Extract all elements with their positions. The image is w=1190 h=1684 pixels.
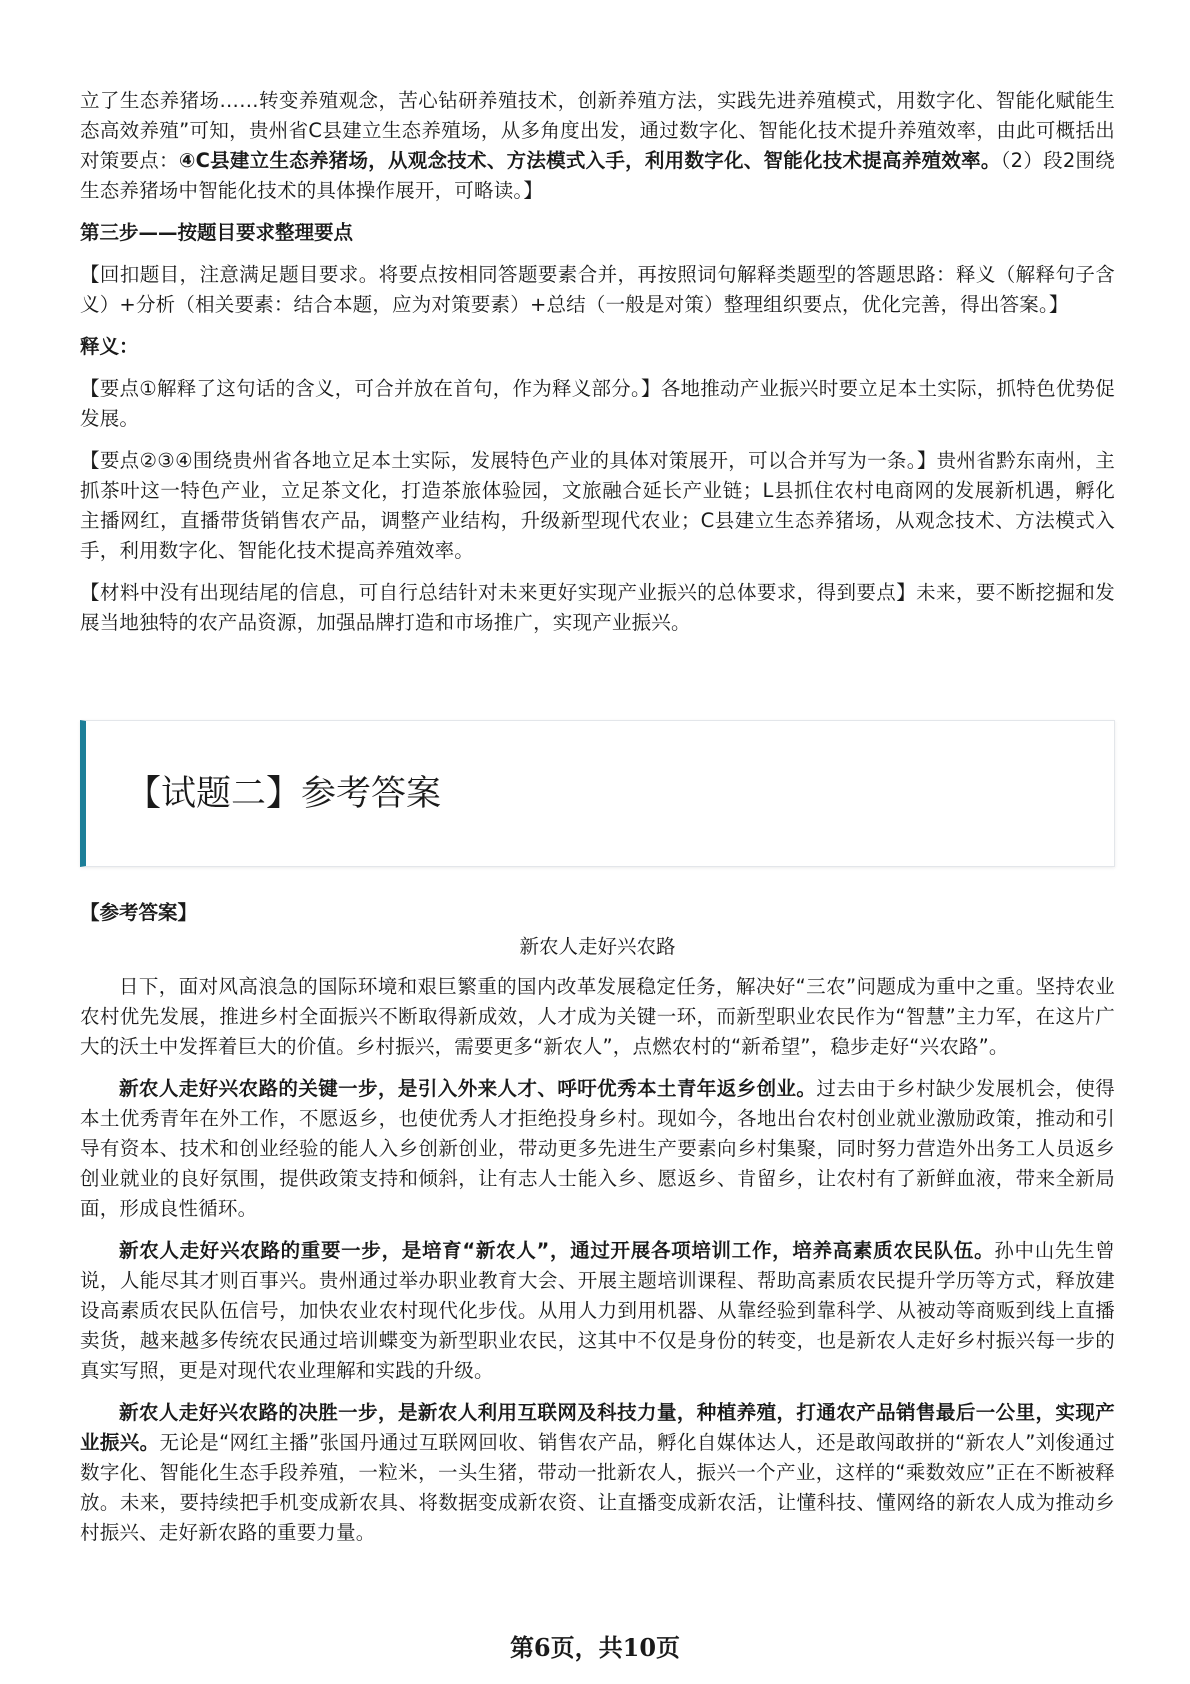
paragraph-points-2-3-4: 【要点②③④围绕贵州省各地立足本土实际，发展特色产业的具体对策展开，可以合并写为一条。】贵州省黔东南州，主抓茶叶这一特色产业，立足茶文化，打造茶旅体验园，文旅融合延长产业链；L县抓住农村电商网的发展新机遇，孵化主播网红，直播带货销售农产品，调整产业结构，升级新型现代农业；C县建立生态养猪场，从观念技术、方法模式入手，利用数字化、智能化技术提高养殖效率。	[80, 449, 1115, 562]
section-title-box	[80, 720, 1115, 867]
explanation-heading: 释义：	[80, 335, 139, 358]
essay-paragraph-key-step: 新农人走好兴农路的关键一步，是引入外来人才、呼吁优秀本土青年返乡创业。过去由于乡村缺少发展机会，使得本土优秀青年在外工作，不愿返乡，也使优秀人才拒绝投身乡村。现如今，各地出台农村创业就业激励政策，推动和引导有资本、技术和创业经验的能人入乡创新创业，带动更多先进生产要素向乡村集聚，同时努力营造外出务工人员返乡创业就业的良好氛围，提供政策支持和倾斜，让有志人士能入乡、愿返乡、肯留乡，让农村有了新鲜血液，带来全新局面，形成良性循环。	[80, 1077, 1115, 1220]
paragraph-summary: 【材料中没有出现结尾的信息，可自行总结针对未来更好实现产业振兴的总体要求，得到要点】未来，要不断挖掘和发展当地独特的农产品资源，加强品牌打造和市场推广，实现产业振兴。	[80, 581, 1115, 634]
answer-label: 【参考答案】	[80, 901, 198, 924]
essay-paragraph-intro: 日下，面对风高浪急的国际环境和艰巨繁重的国内改革发展稳定任务，解决好“三农”问题成为重中之重。坚持农业农村优先发展，推进乡村全面振兴不断取得新成效，人才成为关键一环，而新型职业农民作为“智慧”主力军，在这片广大的沃土中发挥着巨大的价值。乡村振兴，需要更多“新农人”，点燃农村的“新希望”，稳步走好“兴农路”。	[80, 975, 1115, 1058]
step-three-heading: 第三步——按题目要求整理要点	[80, 221, 354, 244]
essay-paragraph-important-step: 新农人走好兴农路的重要一步，是培育“新农人”，通过开展各项培训工作，培养高素质农民队伍。孙中山先生曾说，人能尽其才则百事兴。贵州通过举办职业教育大会、开展主题培训课程、帮助高素质农民提升学历等方式，释放建设高素质农民队伍信号，加快农业农村现代化步伐。从用人力到用机器、从靠经验到靠科学、从被动等商贩到线上直播卖货，越来越多传统农民通过培训蝶变为新型职业农民，这其中不仅是身份的转变，也是新农人走好乡村振兴每一步的真实写照，更是对现代农业理解和实践的升级。	[80, 1239, 1115, 1382]
analysis-section	[80, 86, 1115, 650]
essay-paragraph-decisive-step: 新农人走好兴农路的决胜一步，是新农人利用互联网及科技力量，种植养殖，打通农产品销售最后一公里，实现产业振兴。无论是“网红主播”张国丹通过互联网回收、销售农产品，孵化自媒体达人，还是敢闯敢拼的“新农人”刘俊通过数字化、智能化生态手段养殖，一粒米，一头生猪，带动一批新农人，振兴一个产业，这样的“乘数效应”正在不断被释放。未来，要持续把手机变成新农具、将数据变成新农资、让直播变成新农活，让懂科技、懂网络的新农人成为推动乡村振兴、走好新农路的重要力量。	[80, 1401, 1115, 1544]
key-point-4: ④C县建立生态养猪场，从观念技术、方法模式入手，利用数字化、智能化技术提高养殖效率。	[178, 149, 1001, 172]
paragraph-point-1: 【要点①解释了这句话的含义，可合并放在首句，作为释义部分。】各地推动产业振兴时要立足本土实际，抓特色优势促发展。	[80, 377, 1115, 430]
section-title: 【试题二】参考答案	[126, 774, 442, 814]
paragraph-instructions: 【回扣题目，注意满足题目要求。将要点按相同答题要素合并，再按照词句解释类题型的答题思路：释义（解释句子含义）+分析（相关要素：结合本题，应为对策要素）+总结（一般是对策）整理组织要点，优化完善，得出答案。】	[80, 263, 1115, 316]
reference-answer	[80, 898, 1115, 1560]
paragraph-c-county: 立了生态养猪场……转变养殖观念，苦心钻研养殖技术，创新养殖方法，实践先进养殖模式，用数字化、智能化赋能生态高效养殖”可知，贵州省C县建立生态养殖场，从多角度出发，通过数字化、智能化技术提升养殖效率，由此可概括出对策要点：④C县建立生态养猪场，从观念技术、方法模式入手，利用数字化、智能化技术提高养殖效率。（2）段2围绕生态养猪场中智能化技术的具体操作展开，可略读。】	[80, 89, 1115, 202]
page-number: 第6页，共10页	[509, 1633, 681, 1662]
essay-title: 新农人走好兴农路	[519, 935, 676, 958]
